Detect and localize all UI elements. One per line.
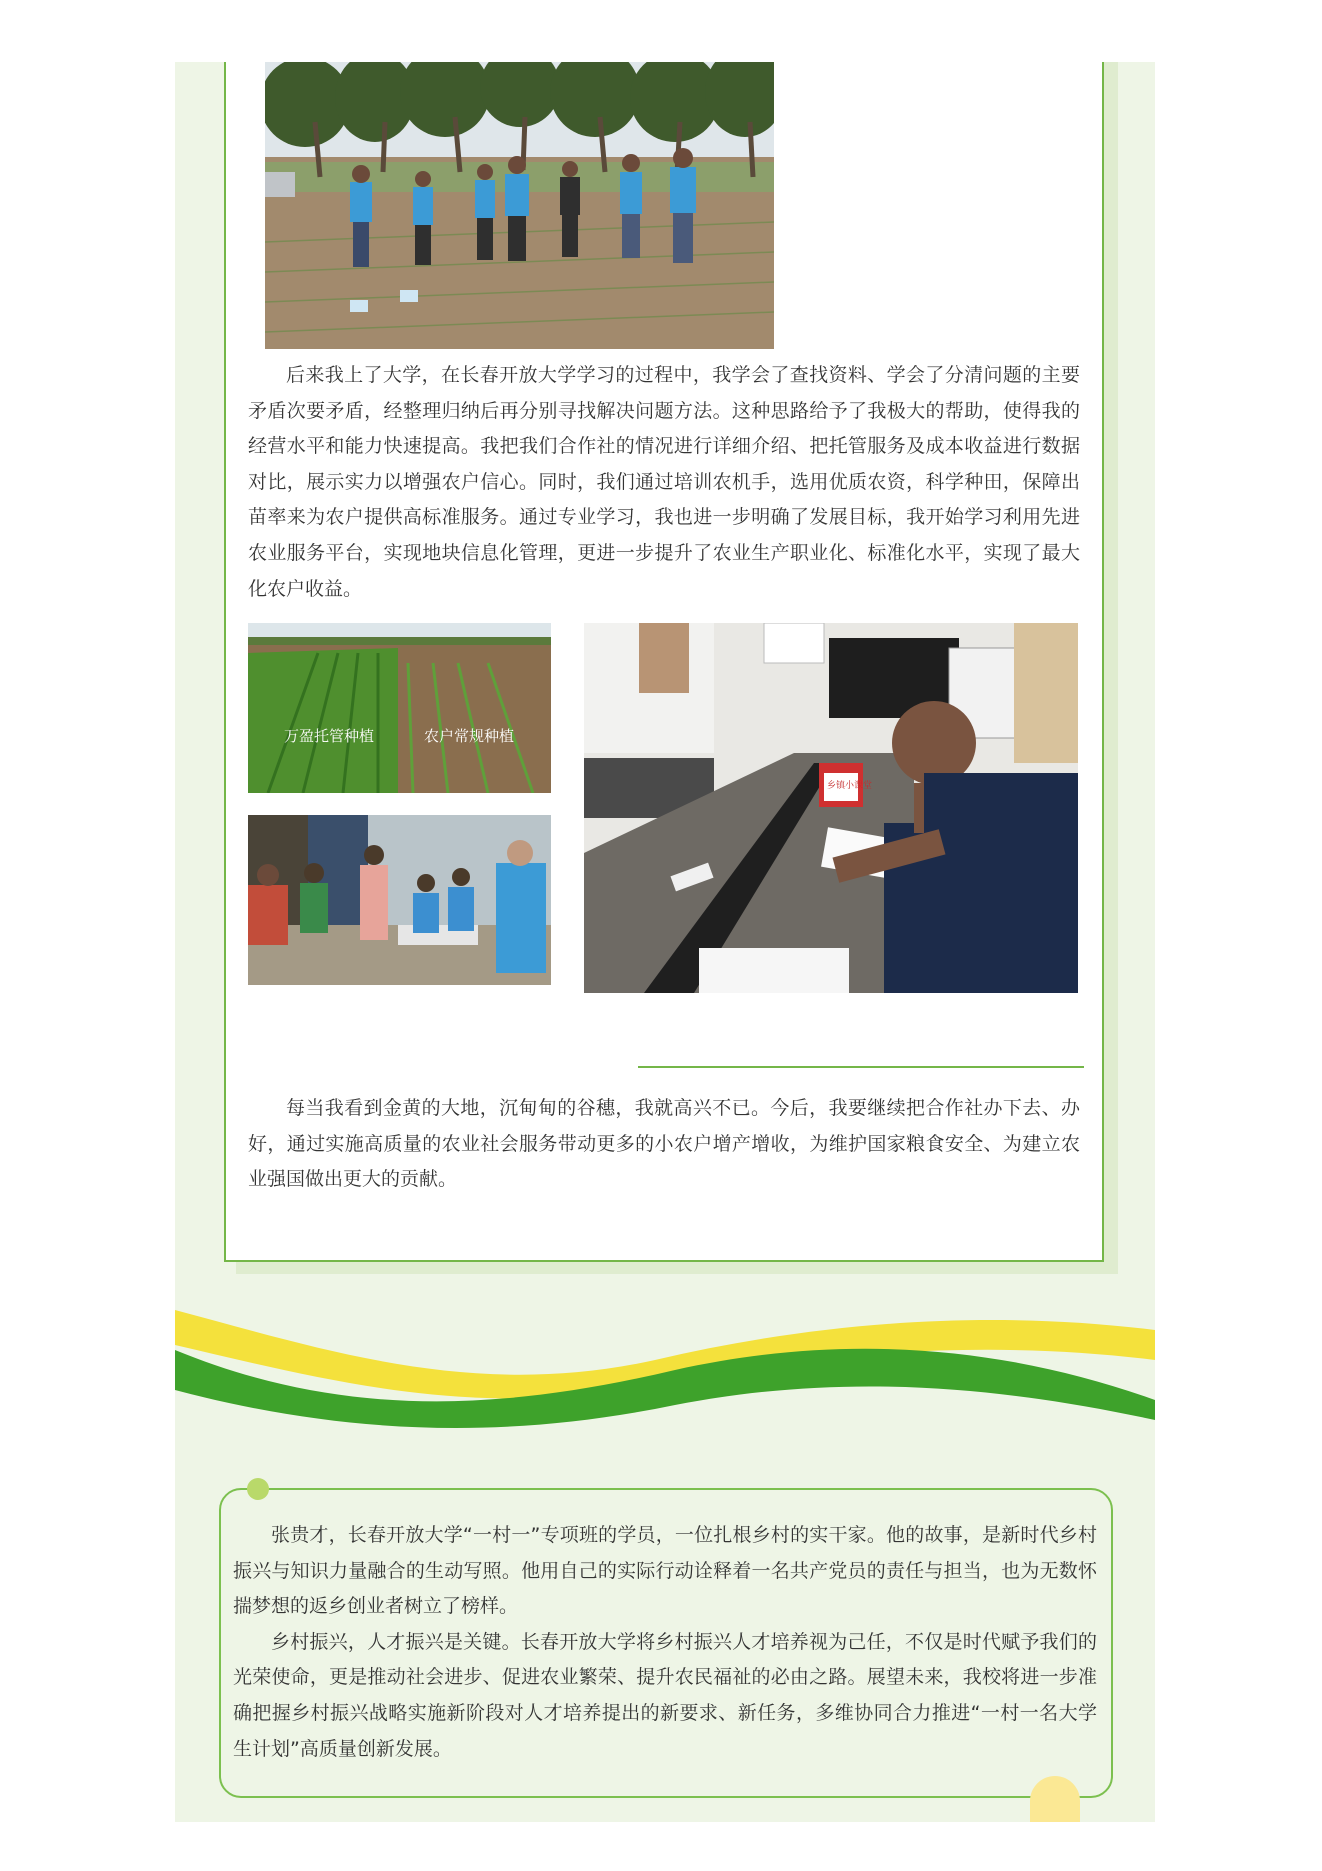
section-divider	[638, 1066, 1084, 1068]
farmers-meeting-photo	[248, 815, 551, 985]
decorative-waves	[175, 1290, 1155, 1430]
corn-caption-left: 万盈托管种植	[284, 727, 375, 745]
decor-dot-yellow	[1030, 1776, 1080, 1822]
man-reading-photo	[584, 623, 1078, 993]
corn-caption-right: 农户常规种植	[424, 727, 515, 745]
summary-paragraph-1: 张贵才，长春开放大学“一村一”专项班的学员，一位扎根乡村的实干家。他的故事，是新时代乡村振兴与知识力量融合的生动写照。他用自己的实际行动诠释着一名共产党员的责任与担当，也为无数怀揣梦想的返乡创业者树立了榜样。	[233, 1524, 1097, 1618]
decor-dot-green	[247, 1478, 269, 1500]
article-paragraph-2: 每当我看到金黄的大地，沉甸甸的谷穗，我就高兴不已。今后，我要继续把合作社办下去、办好，通过实施高质量的农业社会服务带动更多的小农户增产增收，为维护国家粮食安全、为建立农业强国做出更大的贡献。	[248, 1097, 1080, 1191]
summary-paragraph-2: 乡村振兴，人才振兴是关键。长春开放大学将乡村振兴人才培养视为己任，不仅是时代赋予我们的光荣使命，更是推动社会进步、促进农业繁荣、提升农民福祉的必由之路。展望未来，我校将进一步准确把握乡村振兴战略实施新阶段对人才培养提出的新要求、新任务，多维协同合力推进“一村一名大学生计划”高质量创新发展。	[233, 1630, 1097, 1760]
table-sign-text: 乡镇小课堂	[827, 781, 873, 791]
field-inspection-photo	[265, 62, 774, 349]
article-paragraph-1: 后来我上了大学，在长春开放大学学习的过程中，我学会了查找资料、学会了分清问题的主要矛盾次要矛盾，经整理归纳后再分别寻找解决问题方法。这种思路给予了我极大的帮助，使得我的经营水平和能力快速提高。我把我们合作社的情况进行详细介绍、把托管服务及成本收益进行数据对比，展示实力以增强农户信心。同时，我们通过培训农机手，选用优质农资，科学种田，保障出苗率来为农户提供高标准服务。通过专业学习，我也进一步明确了发展目标，我开始学习利用先进农业服务平台，实现地块信息化管理，更进一步提升了农业生产职业化、标准化水平，实现了最大化农户收益。	[248, 364, 1080, 600]
corn-comparison-photo	[248, 623, 551, 793]
summary-text	[233, 1518, 1097, 1767]
